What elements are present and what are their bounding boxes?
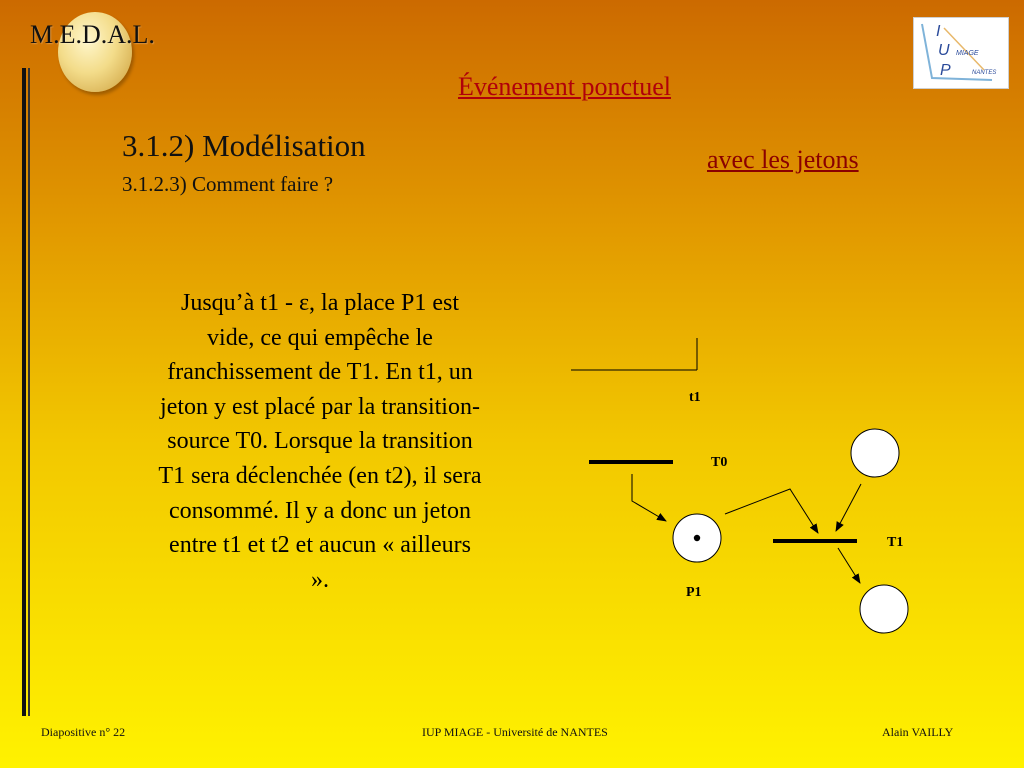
transition-t0-bar	[589, 460, 673, 464]
logo-letter-u: U	[938, 42, 950, 59]
transition-t0-label: T0	[711, 455, 728, 470]
token-p1	[694, 535, 700, 541]
petri-net-diagram	[560, 330, 940, 650]
arc-t0-to-p1	[632, 474, 666, 521]
left-bar-thick	[22, 68, 26, 716]
logo-letter-p: P	[940, 62, 951, 79]
transition-t1-bar	[773, 539, 857, 543]
place-p1-label: P1	[686, 585, 702, 600]
logo-word-miage: MIAGE	[956, 50, 979, 57]
slide-title[interactable]: Événement ponctuel	[458, 72, 671, 101]
explanation-paragraph: Jusqu’à t1 - ε, la place P1 est vide, ce qui empêche le franchissement de T1. En t1, un jeton y est placé par la transition-source T0. Lorsque la transition T1 sera déclenchée (en t2), il sera consommé. Il y a donc un jeton entre t1 et t2 et aucun « ailleurs ».	[158, 290, 482, 593]
arc-t1-to-lower	[838, 548, 860, 583]
footer-institution: IUP MIAGE - Université de NANTES	[422, 725, 608, 739]
brand-title: M.E.D.A.L.	[30, 20, 155, 49]
transition-t1-label: T1	[887, 535, 904, 550]
arc-p1-to-t1	[725, 489, 818, 533]
left-bar-thin	[28, 68, 30, 716]
subtitle-link[interactable]: avec les jetons	[707, 145, 859, 174]
time-marker	[571, 338, 697, 370]
slide-number: Diapositive n° 22	[41, 725, 126, 739]
time-label-t1: t1	[689, 390, 701, 405]
footer-author: Alain VAILLY	[882, 725, 954, 739]
section-subtitle: 3.1.2.3) Comment faire ?	[122, 172, 334, 196]
arc-upper-to-t1	[836, 484, 861, 531]
place-lower	[860, 585, 908, 633]
place-upper	[851, 429, 899, 477]
iup-miage-logo	[913, 17, 1009, 89]
logo-word-nantes: NANTES	[972, 70, 997, 76]
logo-letter-i: I	[936, 23, 941, 40]
section-title: 3.1.2) Modélisation	[122, 128, 366, 163]
